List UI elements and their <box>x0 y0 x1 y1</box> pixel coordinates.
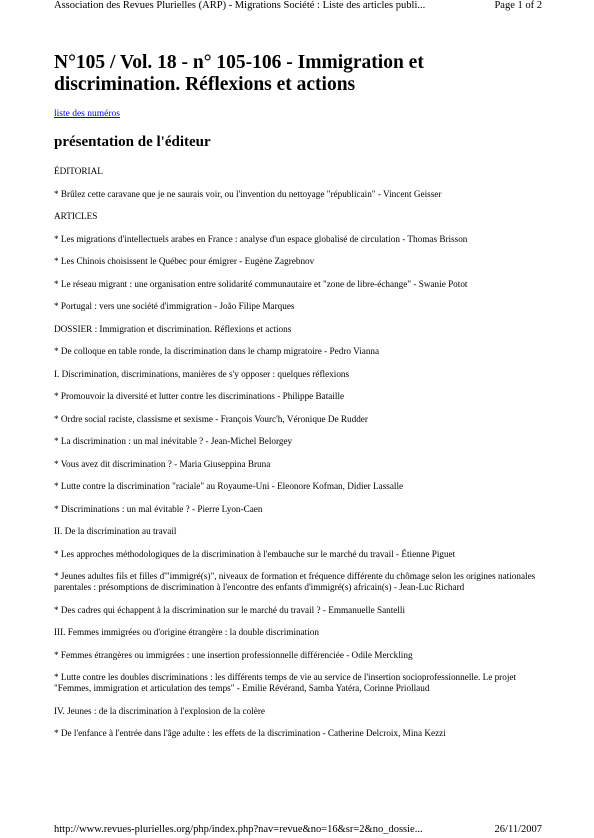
print-footer-date: 26/11/2007 <box>494 824 542 835</box>
toc-entry: * Des cadres qui échappent à la discrimination sur le marché du travail ? - Emmanuelle Santelli <box>54 604 406 615</box>
table-of-contents <box>54 166 544 751</box>
toc-entry: III. Femmes immigrées ou d'origine étrangère : la double discrimination <box>54 627 319 637</box>
toc-entry: ARTICLES <box>54 211 98 221</box>
section-heading: présentation de l'éditeur <box>54 134 211 150</box>
toc-entry: I. Discrimination, discriminations, manières de s'y opposer : quelques réflexions <box>54 368 350 379</box>
toc-entry: * Brûlez cette caravane que je ne saurais voir, ou l'invention du nettoyage "républicain" - Vincent Geisser <box>54 188 442 199</box>
toc-entry: * Les approches méthodologiques de la discrimination à l'embauche sur le marché du travail - Étienne Piguet <box>54 548 456 559</box>
issue-list-link[interactable]: liste des numéros <box>54 109 120 119</box>
toc-entry: * Ordre social raciste, classisme et sexisme - François Vourc'h, Véronique De Rudder <box>54 413 368 424</box>
toc-entry: * Promouvoir la diversité et lutter contre les discriminations - Philippe Bataille <box>54 391 345 401</box>
toc-entry: * La discrimination : un mal inévitable ? - Jean-Michel Belorgey <box>54 436 293 446</box>
toc-entry: * Vous avez dit discrimination ? - Maria Giuseppina Bruna <box>54 458 271 469</box>
toc-entry: * Lutte contre les doubles discriminations : les différents temps de vie au service de l'insertion socioprofessionnelle. Le projet "Femmes, immigration et articulation des temps" - Emilie Révérand, Samba Yatéra, Corinne Priollaud <box>54 672 517 693</box>
toc-entry: * Les Chinois choisissent le Québec pour émigrer - Eugène Zagrebnov <box>54 256 315 266</box>
toc-entry: * Jeunes adultes fils et filles d'"immigré(s)", niveaux de formation et fréquence différente du chômage selon les origines nationales parentales : présomptions de discrimination à l'encontre des enfants d'immigré(s) africain(s) - Jean-Luc Richard <box>54 571 536 592</box>
toc-entry: * Discriminations : un mal évitable ? - Pierre Lyon-Caen <box>54 503 263 514</box>
toc-entry: * Lutte contre la discrimination "raciale" au Royaume-Uni - Eleonore Kofman, Didier Lassalle <box>54 481 404 491</box>
toc-entry: II. De la discrimination au travail <box>54 526 177 536</box>
toc-entry: * De colloque en table ronde, la discrimination dans le champ migratoire - Pedro Vianna <box>54 346 380 356</box>
toc-entry: * Portugal : vers une société d'immigration - João Filipe Marques <box>54 301 295 311</box>
toc-entry: * Le réseau migrant : une organisation entre solidarité communautaire et "zone de libre-échange" - Swanie Potot <box>54 278 468 289</box>
toc-entry: * Femmes étrangères ou immigrées : une insertion professionnelle différenciée - Odile Merckling <box>54 649 413 660</box>
print-footer-url: http://www.revues-plurielles.org/php/index.php?nav=revue&no=16&sr=2&no_dossie... <box>54 824 423 835</box>
toc-entry: ÉDITORIAL <box>54 166 103 176</box>
print-header-page-number: Page 1 of 2 <box>494 0 542 11</box>
toc-entry: * Les migrations d'intellectuels arabes en France : analyse d'un espace globalisé de circulation - Thomas Brisson <box>54 233 468 244</box>
toc-entry: DOSSIER : Immigration et discrimination. Réflexions et actions <box>54 323 292 334</box>
toc-entry: * De l'enfance à l'entrée dans l'âge adulte : les effets de la discrimination - Catherine Delcroix, Mina Kezzi <box>54 728 446 738</box>
toc-entry: IV. Jeunes : de la discrimination à l'explosion de la colère <box>54 705 265 716</box>
page-title: N°105 / Vol. 18 - n° 105-106 - Immigration et discrimination. Réflexions et actions <box>54 52 424 95</box>
print-header-title: Association des Revues Plurielles (ARP) - Migrations Société : Liste des articles publi... <box>54 0 426 11</box>
